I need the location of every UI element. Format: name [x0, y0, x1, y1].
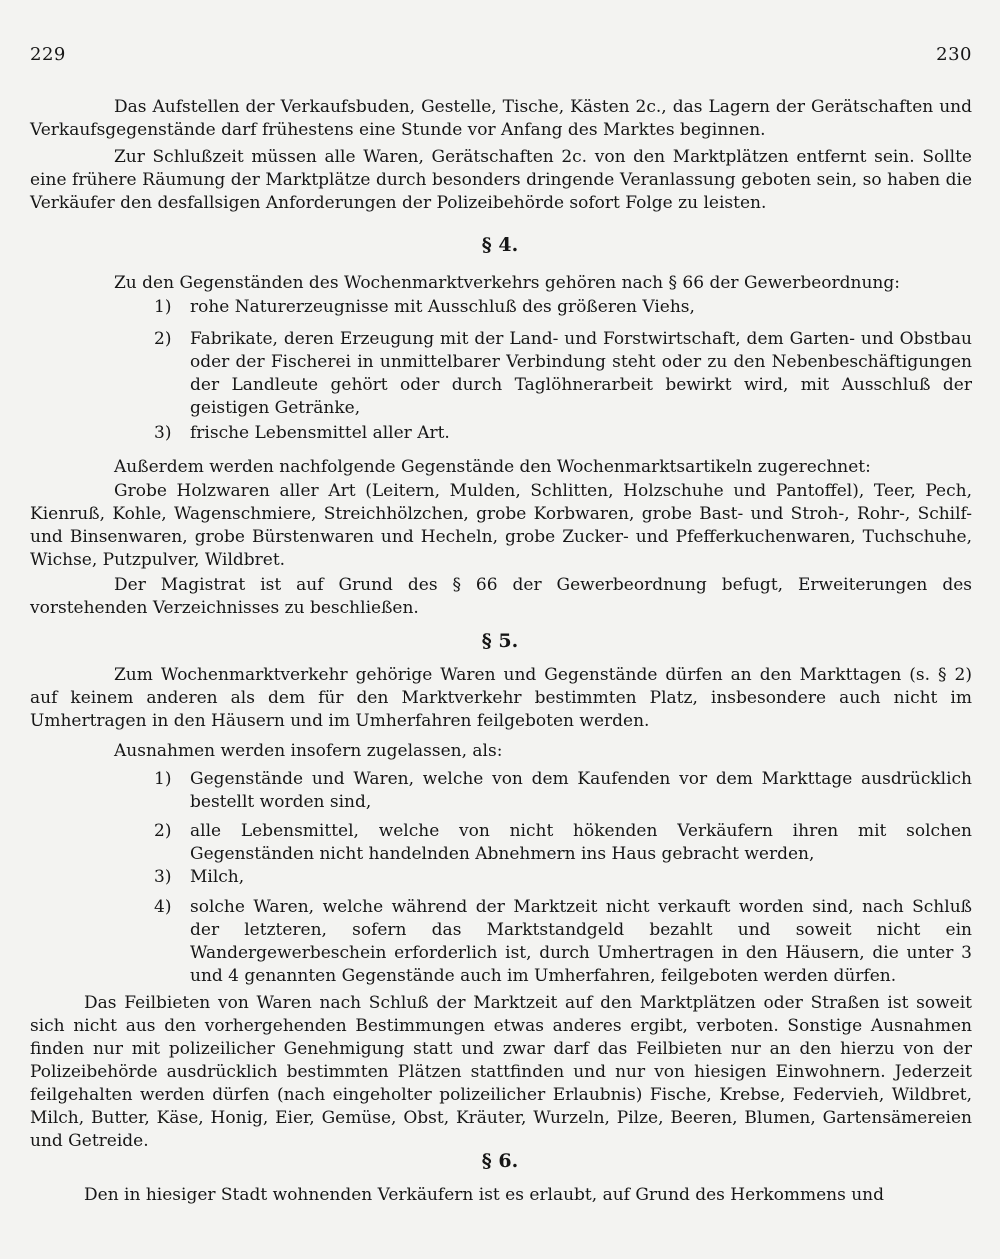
- paragraph-text: Den in hiesiger Stadt wohnenden Verkäufern ist es erlaubt, auf Grund des Herkommens und: [84, 1185, 885, 1205]
- paragraph-text: Ausnahmen werden insofern zugelassen, als:: [114, 741, 503, 761]
- section-5-final: [30, 992, 972, 1153]
- paragraph-text: Das Feilbieten von Waren nach Schluß der Marktzeit auf den Marktplätzen oder Straßen ist soweit sich nicht aus den vorhergehenden Bestimmungen etwas anderes ergibt, verboten. Sonstige Ausnahmen finden nur mit polizeilicher Genehmigung statt und zwar darf das Feilbieten nur an den hierzu von der Polizeibehörde ausdrücklich bestimmten Plätzen stattfinden und nur von hiesigen Einwohnern. Jederzeit feilgehalten werden dürfen (nach eingeholter polizeilicher Erlaubnis) Fische, Krebse, Federvieh, Wildbret, Milch, Butter, Käse, Honig, Eier, Gemüse, Obst, Kräuter, Wurzeln, Pilze, Beeren, Blumen, Gartensämereien und Getreide.: [30, 993, 972, 1151]
- section-4-extra: [30, 456, 972, 479]
- list-item-text: solche Waren, welche während der Marktzeit nicht verkauft worden sind, nach Schluß der letzteren, sofern das Marktstandgeld bezahlt und soweit nicht ein Wandergewerbeschein erforderlich ist, durch Umhertragen in den Häusern, die unter 3 und 4 genannten Gegenstände auch im Umherfahren, feilgeboten werden dürfen.: [190, 897, 972, 986]
- paragraph-text: Das Aufstellen der Verkaufsbuden, Gestelle, Tische, Kästen 2c., das Lagern der Gerätschaften und Verkaufsgegenstände darf frühestens eine Stunde vor Anfang des Marktes beginnen.: [30, 97, 972, 140]
- paragraph-text: Außerdem werden nachfolgende Gegenstände den Wochenmarktsartikeln zugerechnet:: [114, 457, 871, 477]
- list-item: [154, 768, 972, 814]
- section-heading-6: § 6.: [481, 1150, 519, 1172]
- section-4-goods-list: [30, 480, 972, 572]
- paragraph-setup: [30, 96, 972, 142]
- paragraph-text: Zum Wochenmarktverkehr gehörige Waren und Gegenstände dürfen an den Markttagen (s. § 2) auf keinem anderen als dem für den Marktverkehr bestimmten Platz, insbesondere auch nicht im Umhertragen in den Häusern und im Umherfahren feilgeboten werden.: [30, 665, 972, 731]
- list-item-text: rohe Naturerzeugnisse mit Ausschluß des größeren Viehs,: [190, 297, 695, 317]
- list-item-number: 2): [154, 821, 172, 841]
- list-item-text: frische Lebensmittel aller Art.: [190, 423, 450, 443]
- section-heading-4: § 4.: [481, 234, 519, 256]
- list-item-text: Milch,: [190, 867, 245, 887]
- section-4-magistrat: [30, 574, 972, 620]
- list-item-text: Gegenstände und Waren, welche von dem Kaufenden vor dem Markttage ausdrücklich bestellt worden sind,: [190, 769, 972, 812]
- list-item-number: 3): [154, 423, 172, 443]
- list-item: [154, 866, 972, 889]
- list-item-number: 2): [154, 329, 172, 349]
- page-number-left: 229: [30, 44, 66, 65]
- section-heading-5: § 5.: [481, 630, 519, 652]
- section-5-exceptions: [30, 740, 972, 763]
- paragraph-text: Zu den Gegenständen des Wochenmarktverkehrs gehören nach § 66 der Gewerbeordnung:: [114, 273, 900, 293]
- section-6-intro: [30, 1184, 972, 1207]
- section-4-intro: [30, 272, 972, 295]
- paragraph-closing-time: [30, 146, 972, 215]
- page-number-right: 230: [936, 44, 972, 65]
- paragraph-text: Zur Schlußzeit müssen alle Waren, Gerätschaften 2c. von den Marktplätzen entfernt sein. Sollte eine frühere Räumung der Marktplätze durch besonders dringende Veranlassung geboten sein, so haben die Verkäufer den desfallsigen Anforderungen der Polizeibehörde sofort Folge zu leisten.: [30, 147, 972, 213]
- paragraph-text: Grobe Holzwaren aller Art (Leitern, Mulden, Schlitten, Holzschuhe und Pantoffel), Teer, Pech, Kienruß, Kohle, Wagenschmiere, Streichhölzchen, grobe Korbwaren, grobe Bast- und Stroh-, Rohr-, Schilf- und Binsenwaren, grobe Bürstenwaren und Hecheln, grobe Zucker- und Pfefferkuchenwaren, Tuchschuhe, Wichse, Putzpulver, Wildbret.: [30, 481, 972, 570]
- section-5-intro: [30, 664, 972, 733]
- list-item-number: 3): [154, 867, 172, 887]
- list-item: [154, 896, 972, 988]
- list-item: [154, 296, 972, 319]
- list-item: [154, 820, 972, 866]
- list-item-number: 1): [154, 769, 172, 789]
- list-item-text: alle Lebensmittel, welche von nicht hökenden Verkäufern ihren mit solchen Gegenständen nicht handelnden Abnehmern ins Haus gebracht werden,: [190, 821, 972, 864]
- list-item: [154, 422, 972, 445]
- paragraph-text: Der Magistrat ist auf Grund des § 66 der Gewerbeordnung befugt, Erweiterungen des vorstehenden Verzeichnisses zu beschließen.: [30, 575, 972, 618]
- list-item-number: 4): [154, 897, 172, 917]
- list-item: [154, 328, 972, 420]
- list-item-number: 1): [154, 297, 172, 317]
- list-item-text: Fabrikate, deren Erzeugung mit der Land- und Forstwirtschaft, dem Garten- und Obstbau oder der Fischerei in unmittelbarer Verbindung steht oder zu den Nebenbeschäftigungen der Landleute gehört oder durch Taglöhnerarbeit bewirkt wird, mit Ausschluß der geistigen Getränke,: [190, 329, 972, 418]
